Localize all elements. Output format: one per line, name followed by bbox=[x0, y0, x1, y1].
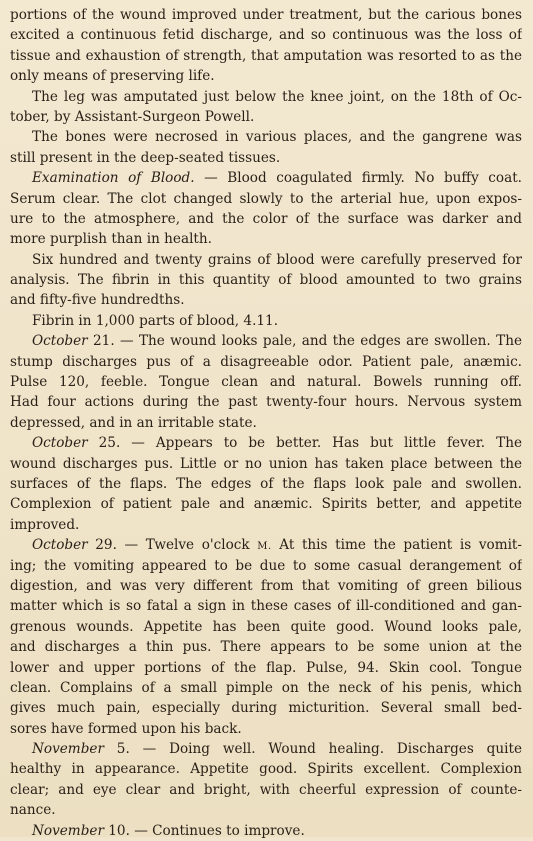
text-segment: 10. — Continues to improve. bbox=[103, 822, 305, 839]
text-segment: At this time the patient is vomit- bbox=[271, 537, 522, 554]
text-line: stump discharges pus of a disagreeable odor. Patient pale, anæmic. bbox=[10, 353, 522, 370]
text-line: clean. Complains of a small pimple on the neck of his penis, which bbox=[10, 679, 522, 696]
text-line: analysis. The fibrin in this quantity of blood amounted to two grains bbox=[10, 272, 522, 289]
date-label: October bbox=[32, 537, 88, 554]
text-line: matter which is so fatal a sign in these cases of ill-conditioned and gan- bbox=[10, 598, 522, 615]
text-line: only means of preserving life. bbox=[10, 68, 215, 85]
text-line: healthy in appearance. Appetite good. Spirits excellent. Complexion bbox=[10, 761, 522, 778]
date-label: November bbox=[32, 822, 104, 839]
text-line: wound discharges pus. Little or no union has taken place between the bbox=[10, 455, 522, 472]
text-line: Complexion of patient pale and anæmic. Spirits better, and appetite bbox=[10, 496, 522, 513]
text-line: tober, by Assistant-Surgeon Powell. bbox=[10, 108, 255, 125]
section-heading: Examination of Blood. bbox=[32, 170, 195, 187]
text-line: Six hundred and twenty grains of blood were carefully preserved for bbox=[32, 251, 522, 268]
text-line: ing; the vomiting appeared to be due to some casual derangement of bbox=[10, 557, 522, 574]
text-line: nance. bbox=[10, 802, 56, 819]
text-segment: 21. — The wound looks pale, and the edges are swollen. The bbox=[87, 333, 522, 350]
date-label: October bbox=[32, 435, 88, 452]
date-label: October bbox=[32, 333, 88, 350]
text-segment: — Blood coagulated firmly. No buffy coat. bbox=[194, 170, 522, 187]
body-text bbox=[10, 5, 522, 841]
text-line: The leg was amputated just below the knee joint, on the 18th of Oc- bbox=[32, 88, 522, 105]
text-line: and discharges a thin pus. There appears to be some union at the bbox=[10, 639, 522, 656]
text-line bbox=[10, 168, 522, 188]
text-segment: 5. — Doing well. Wound healing. Discharges quite bbox=[103, 741, 522, 758]
text-line: tissue and exhaustion of strength, that amputation was resorted to as the bbox=[10, 47, 522, 64]
text-line: improved. bbox=[10, 516, 80, 533]
small-caps-meridiem: M. bbox=[257, 541, 272, 553]
text-line bbox=[10, 535, 522, 555]
text-line: still present in the deep-seated tissues. bbox=[10, 149, 281, 166]
text-line: excited a continuous fetid discharge, and so continuous was the loss of bbox=[10, 27, 522, 44]
text-line: more purplish than in health. bbox=[10, 231, 212, 248]
text-line: depressed, and in an irritable state. bbox=[10, 414, 257, 431]
text-line bbox=[10, 739, 522, 759]
text-line bbox=[10, 331, 522, 351]
text-line: The bones were necrosed in various places, and the gangrene was bbox=[32, 129, 522, 146]
date-label: November bbox=[32, 741, 104, 758]
text-line: gives much pain, especially during micturition. Several small bed- bbox=[10, 700, 522, 717]
text-line: Fibrin in 1,000 parts of blood, 4.11. bbox=[32, 312, 279, 329]
text-segment: 25. — Appears to be better. Has but little fever. The bbox=[87, 435, 522, 452]
text-line: clear; and eye clear and bright, with cheerful expression of counte- bbox=[10, 781, 522, 798]
text-line: and fifty-five hundredths. bbox=[10, 292, 185, 309]
text-line bbox=[10, 433, 522, 453]
text-line: grenous wounds. Appetite has been quite good. Wound looks pale, bbox=[10, 618, 522, 635]
text-line: Pulse 120, feeble. Tongue clean and natural. Bowels running off. bbox=[10, 374, 522, 391]
text-line: portions of the wound improved under treatment, but the carious bones bbox=[10, 7, 522, 23]
text-line: ure to the atmosphere, and the color of the surface was darker and bbox=[10, 210, 522, 227]
text-line: Had four actions during the past twenty-four hours. Nervous system bbox=[10, 394, 522, 411]
text-segment: 29. — Twelve o'clock bbox=[87, 537, 258, 554]
text-line: surfaces of the flaps. The edges of the flaps look pale and swollen. bbox=[10, 475, 522, 492]
text-line: Serum clear. The clot changed slowly to the arterial hue, upon expos- bbox=[10, 190, 522, 207]
text-line: digestion, and was very different from that vomiting of green bilious bbox=[10, 577, 522, 594]
text-line bbox=[10, 821, 522, 841]
text-line: lower and upper portions of the flap. Pulse, 94. Skin cool. Tongue bbox=[10, 659, 522, 676]
text-line: sores have formed upon his back. bbox=[10, 720, 242, 737]
